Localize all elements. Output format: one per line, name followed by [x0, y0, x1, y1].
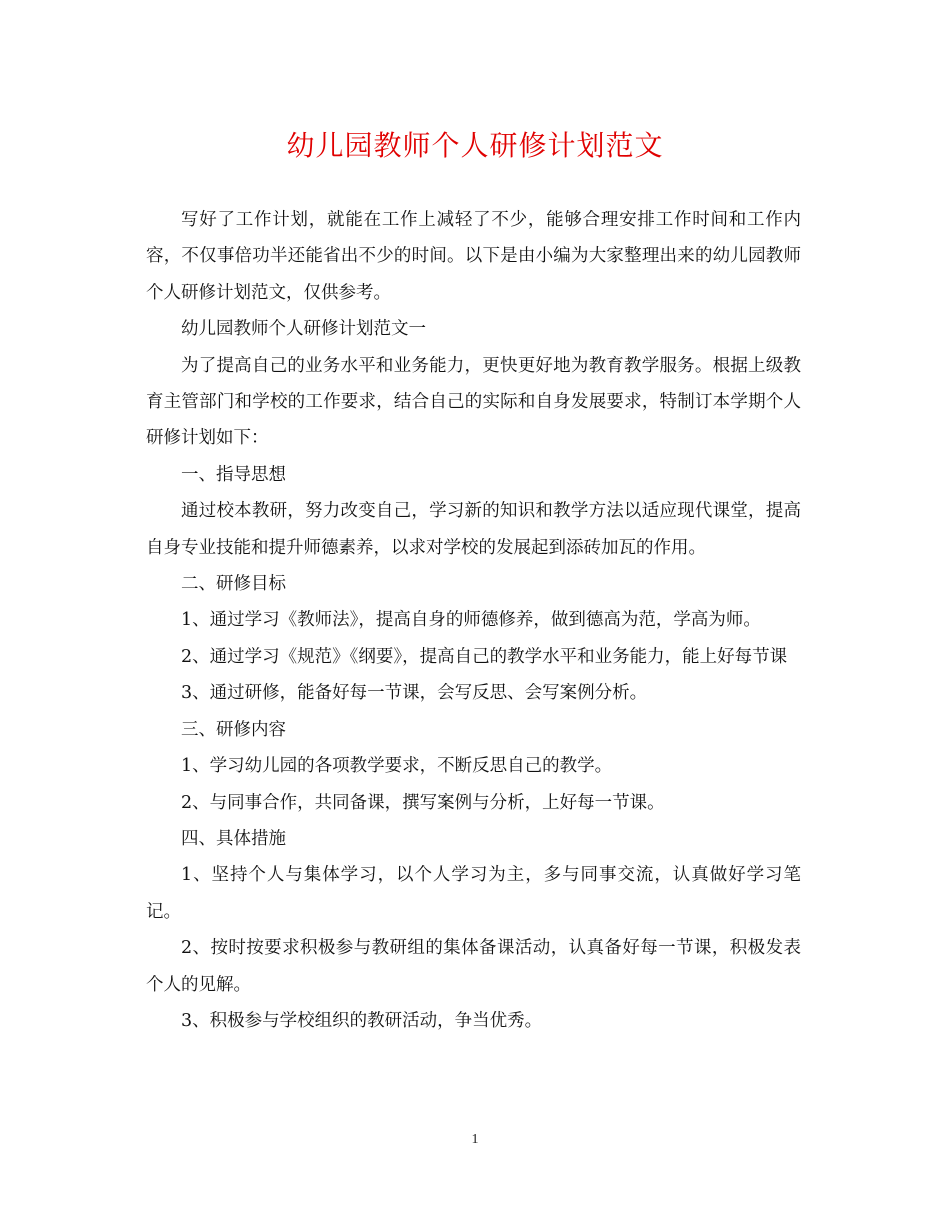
paragraph-measure-2: 2、按时按要求积极参与教研组的集体备课活动，认真备好每一节课，积极发表个人的见解。	[146, 938, 801, 995]
document-body	[146, 202, 801, 1039]
paragraph-content-1: 1、学习幼儿园的各项教学要求，不断反思自己的教学。	[181, 756, 613, 777]
paragraph-goal-1: 1、通过学习《教师法》，提高自身的师德修养，做到德高为范，学高为师。	[181, 610, 761, 631]
paragraph-guiding-thought: 通过校本教研，努力改变自己，学习新的知识和教学方法以适应现代课堂，提高自身专业技能和提升师德素养，以求对学校的发展起到添砖加瓦的作用。	[146, 501, 801, 558]
heading-measures: 四、具体措施	[181, 828, 286, 849]
document-title: 幼儿园教师个人研修计划范文	[286, 129, 664, 162]
heading-guiding-thought: 一、指导思想	[181, 464, 286, 485]
paragraph-measure-1: 1、坚持个人与集体学习，以个人学习为主，多与同事交流，认真做好学习笔记。	[146, 865, 801, 922]
heading-study-content: 三、研修内容	[181, 719, 286, 740]
paragraph-goal-2: 2、通过学习《规范》《纲要》，提高自己的教学水平和业务能力，能上好每节课	[181, 646, 788, 667]
paragraph-content-2: 2、与同事合作，共同备课，撰写案例与分析，上好每一节课。	[181, 792, 665, 813]
paragraph-intro: 写好了工作计划，就能在工作上减轻了不少，能够合理安排工作时间和工作内容，不仅事倍功半还能省出不少的时间。以下是由小编为大家整理出来的幼儿园教师个人研修计划范文，仅供参考。	[146, 210, 801, 303]
page-number: 1	[471, 1132, 479, 1147]
paragraph-subtitle: 幼儿园教师个人研修计划范文一	[181, 319, 426, 340]
heading-study-goals: 二、研修目标	[181, 574, 286, 595]
paragraph-goal-3: 3、通过研修，能备好每一节课，会写反思、会写案例分析。	[181, 683, 648, 704]
paragraph-purpose: 为了提高自己的业务水平和业务能力，更快更好地为教育教学服务。根据上级教育主管部门和学校的工作要求，结合自己的实际和自身发展要求，特制订本学期个人研修计划如下：	[146, 355, 801, 449]
paragraph-measure-3: 3、积极参与学校组织的教研活动，争当优秀。	[181, 1010, 543, 1031]
